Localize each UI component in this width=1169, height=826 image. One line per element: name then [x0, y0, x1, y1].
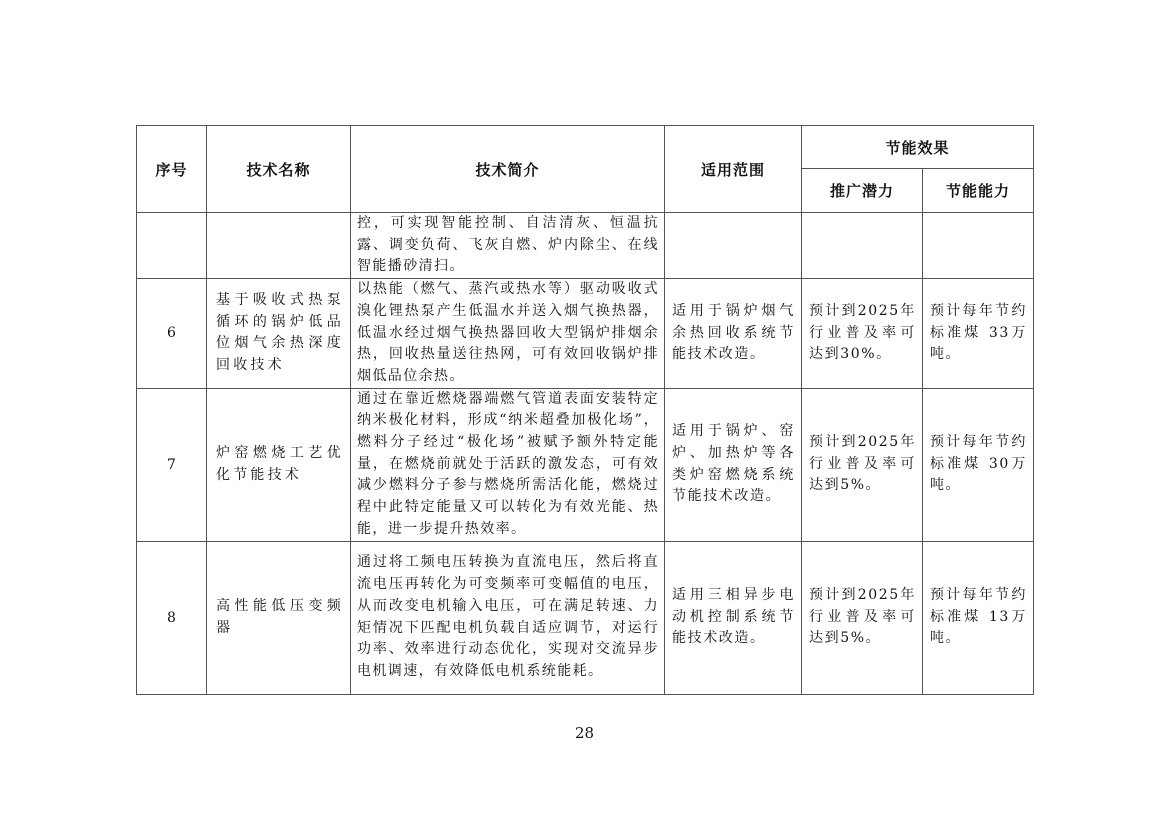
technology-name-cell: 基于吸收式热泵循环的锅炉低品位烟气余热深度回收技术 — [207, 279, 351, 389]
scope-cell: 适用于锅炉、窑炉、加热炉等各类炉窑燃烧系统节能技术改造。 — [665, 388, 802, 541]
table-row — [137, 279, 1034, 389]
capacity-cell: 预计每年节约标准煤 13万吨。 — [923, 541, 1034, 694]
technology-name-cell: 高性能低压变频器 — [207, 541, 351, 694]
table-row — [137, 388, 1034, 541]
row-number: 6 — [137, 279, 207, 389]
scope-cell: 适用于锅炉烟气余热回收系统节能技术改造。 — [665, 279, 802, 389]
technology-description-cell: 通过在靠近燃烧器端燃气管道表面安装特定纳米极化材料，形成“纳米超叠加极化场”，燃料分子经过“极化场”被赋予额外特定能量，在燃烧前就处于活跃的激发态，可有效减少燃料分子参与燃烧所需活化能，燃烧过程中此特定能量又可以转化为有效光能、热能，进一步提升热效率。 — [351, 388, 665, 541]
header-applicable-scope: 适用范围 — [665, 126, 802, 213]
row-number — [137, 213, 207, 279]
header-serial-number: 序号 — [137, 126, 207, 213]
header-energy-saving-capacity: 节能能力 — [923, 169, 1034, 213]
potential-cell: 预计到2025年行业普及率可达到5%。 — [802, 388, 923, 541]
capacity-cell: 预计每年节约标准煤 30万吨。 — [923, 388, 1034, 541]
technology-name-cell: 炉窑燃烧工艺优化节能技术 — [207, 388, 351, 541]
capacity-cell: 预计每年节约标准煤 33万吨。 — [923, 279, 1034, 389]
header-technology-name: 技术名称 — [207, 126, 351, 213]
potential-cell: 预计到2025年行业普及率可达到5%。 — [802, 541, 923, 694]
capacity-cell — [923, 213, 1034, 279]
energy-saving-technology-table — [136, 125, 1034, 695]
potential-cell — [802, 213, 923, 279]
scope-cell: 适用三相异步电动机控制系统节能技术改造。 — [665, 541, 802, 694]
table-row-continued — [137, 213, 1034, 279]
table-row — [137, 541, 1034, 694]
technology-description-cell: 以热能（燃气、蒸汽或热水等）驱动吸收式溴化锂热泵产生低温水并送入烟气换热器，低温水经过烟气换热器回收大型锅炉排烟余热，回收热量送往热网，可有效回收锅炉排烟低品位余热。 — [351, 279, 665, 389]
scope-cell — [665, 213, 802, 279]
potential-cell: 预计到2025年行业普及率可达到30%。 — [802, 279, 923, 389]
header-energy-saving-effect: 节能效果 — [802, 126, 1034, 169]
technology-name-cell — [207, 213, 351, 279]
page-number: 28 — [574, 724, 595, 742]
row-number: 7 — [137, 388, 207, 541]
technology-description-cell: 通过将工频电压转换为直流电压，然后将直流电压再转化为可变频率可变幅值的电压，从而改变电机输入电压，可在满足转速、力矩情况下匹配电机负载自适应调节，对运行功率、效率进行动态优化，实现对交流异步电机调速，有效降低电机系统能耗。 — [351, 541, 665, 694]
row-number: 8 — [137, 541, 207, 694]
header-technology-description: 技术简介 — [351, 126, 665, 213]
header-promotion-potential: 推广潜力 — [802, 169, 923, 213]
technology-description-cell: 控，可实现智能控制、自洁清灰、恒温抗露、调变负荷、飞灰自燃、炉内除尘、在线智能播砂清扫。 — [351, 213, 665, 279]
